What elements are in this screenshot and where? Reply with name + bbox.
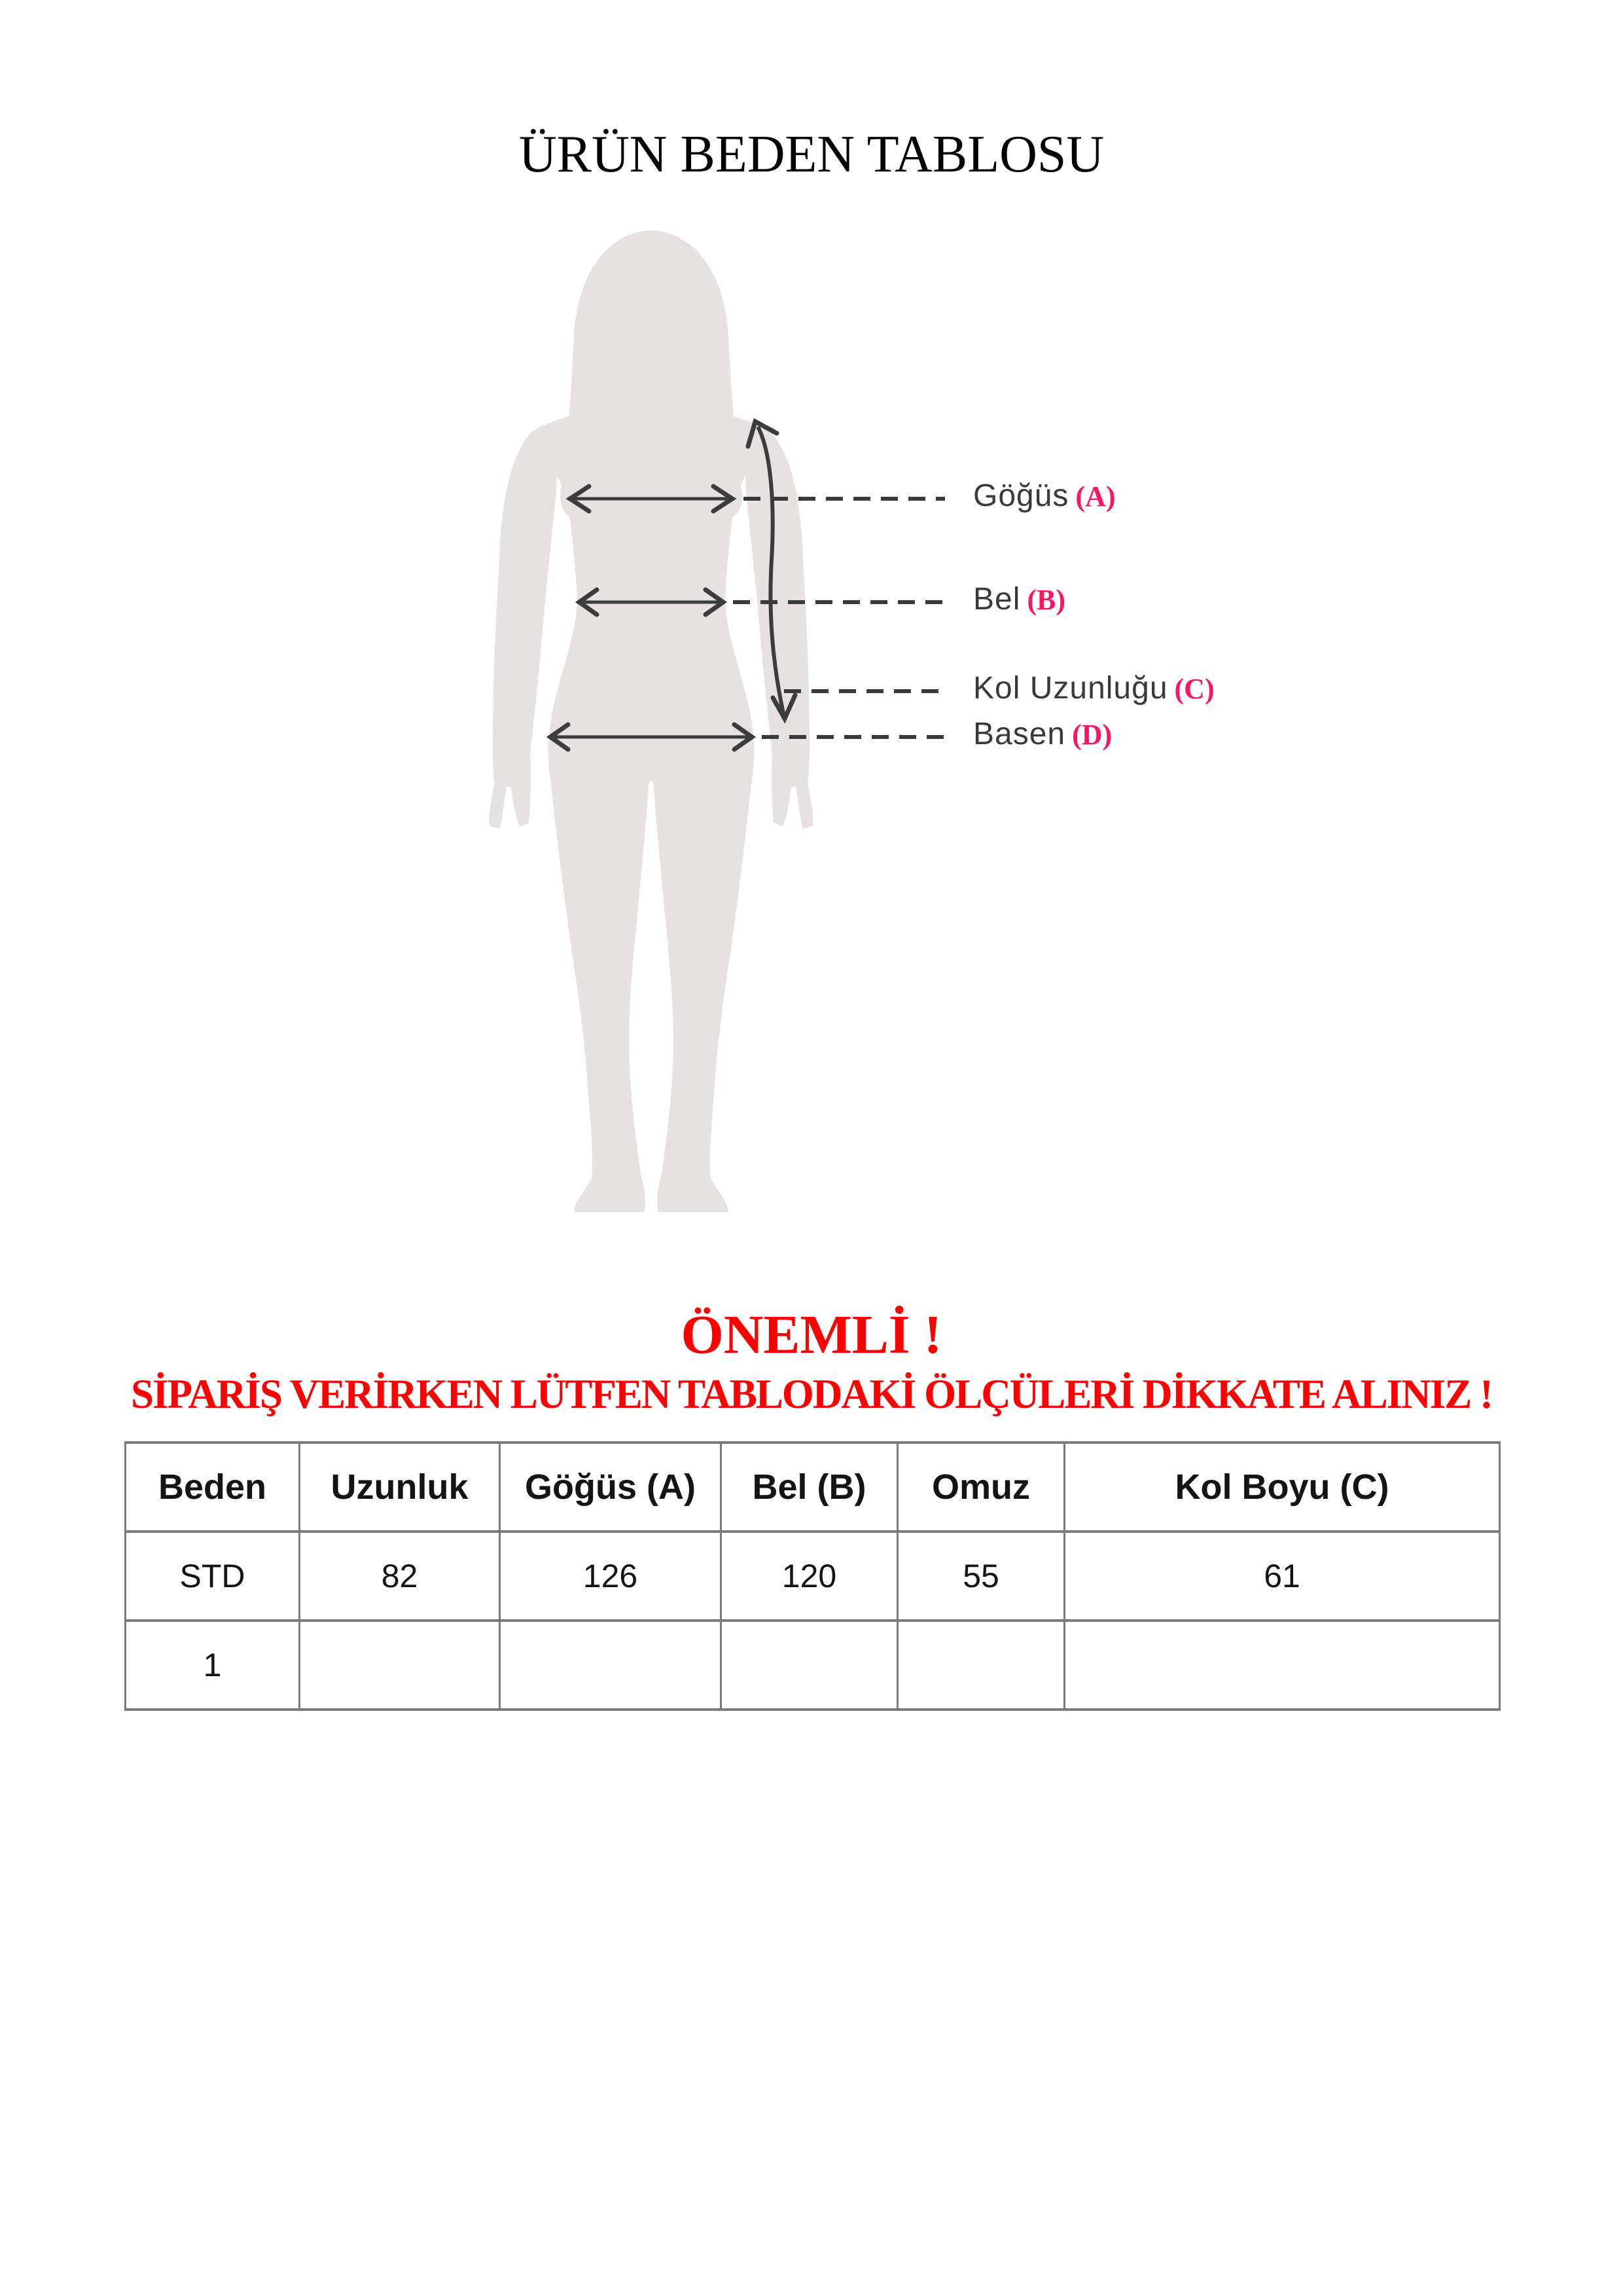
label-hip <box>973 716 1112 758</box>
cell-omuz-std: 55 <box>898 1532 1065 1621</box>
label-arm-length-text: Kol Uzunluğu <box>973 671 1168 706</box>
label-hip-text: Basen <box>973 717 1066 751</box>
cell-kol-boyu-1 <box>1065 1621 1500 1710</box>
size-table <box>124 1441 1501 1711</box>
label-hip-letter: (D) <box>1072 719 1113 751</box>
label-waist-letter: (B) <box>1027 584 1066 616</box>
cell-omuz-1 <box>898 1621 1065 1710</box>
size-table-row-std <box>126 1532 1500 1621</box>
page-title: ÜRÜN BEDEN TABLOSU <box>518 126 1105 183</box>
cell-gogus-std: 126 <box>500 1532 721 1621</box>
female-silhouette-left-arm <box>489 435 556 829</box>
label-arm-length <box>973 670 1215 712</box>
cell-uzunluk-1 <box>300 1621 500 1710</box>
header-omuz: Omuz <box>898 1443 1065 1532</box>
label-chest <box>973 478 1116 520</box>
size-table-header-row <box>126 1443 1500 1532</box>
header-kol-boyu: Kol Boyu (C) <box>1065 1443 1500 1532</box>
label-waist-text: Bel <box>973 582 1021 617</box>
label-arm-length-letter: (C) <box>1174 673 1215 705</box>
cell-uzunluk-std: 82 <box>300 1532 500 1621</box>
cell-beden-1: 1 <box>126 1621 300 1710</box>
cell-beden-std: STD <box>126 1532 300 1621</box>
cell-bel-1 <box>721 1621 898 1710</box>
cell-bel-std: 120 <box>721 1532 898 1621</box>
header-uzunluk: Uzunluk <box>300 1443 500 1532</box>
important-heading: ÖNEMLİ ! <box>681 1304 942 1365</box>
header-beden: Beden <box>126 1443 300 1532</box>
header-bel: Bel (B) <box>721 1443 898 1532</box>
female-silhouette-body <box>527 409 775 1212</box>
warning-text: SİPARİŞ VERİRKEN LÜTFEN TABLODAKİ ÖLÇÜLERİ DİKKATE ALINIZ ! <box>131 1371 1492 1417</box>
header-gogus: Göğüs (A) <box>500 1443 721 1532</box>
label-chest-text: Göğüs <box>973 478 1069 513</box>
cell-kol-boyu-std: 61 <box>1065 1532 1500 1621</box>
label-chest-letter: (A) <box>1075 480 1116 512</box>
label-waist <box>973 581 1065 623</box>
size-table-row-1 <box>126 1621 1500 1710</box>
cell-gogus-1 <box>500 1621 721 1710</box>
female-silhouette-right-arm <box>745 435 813 829</box>
